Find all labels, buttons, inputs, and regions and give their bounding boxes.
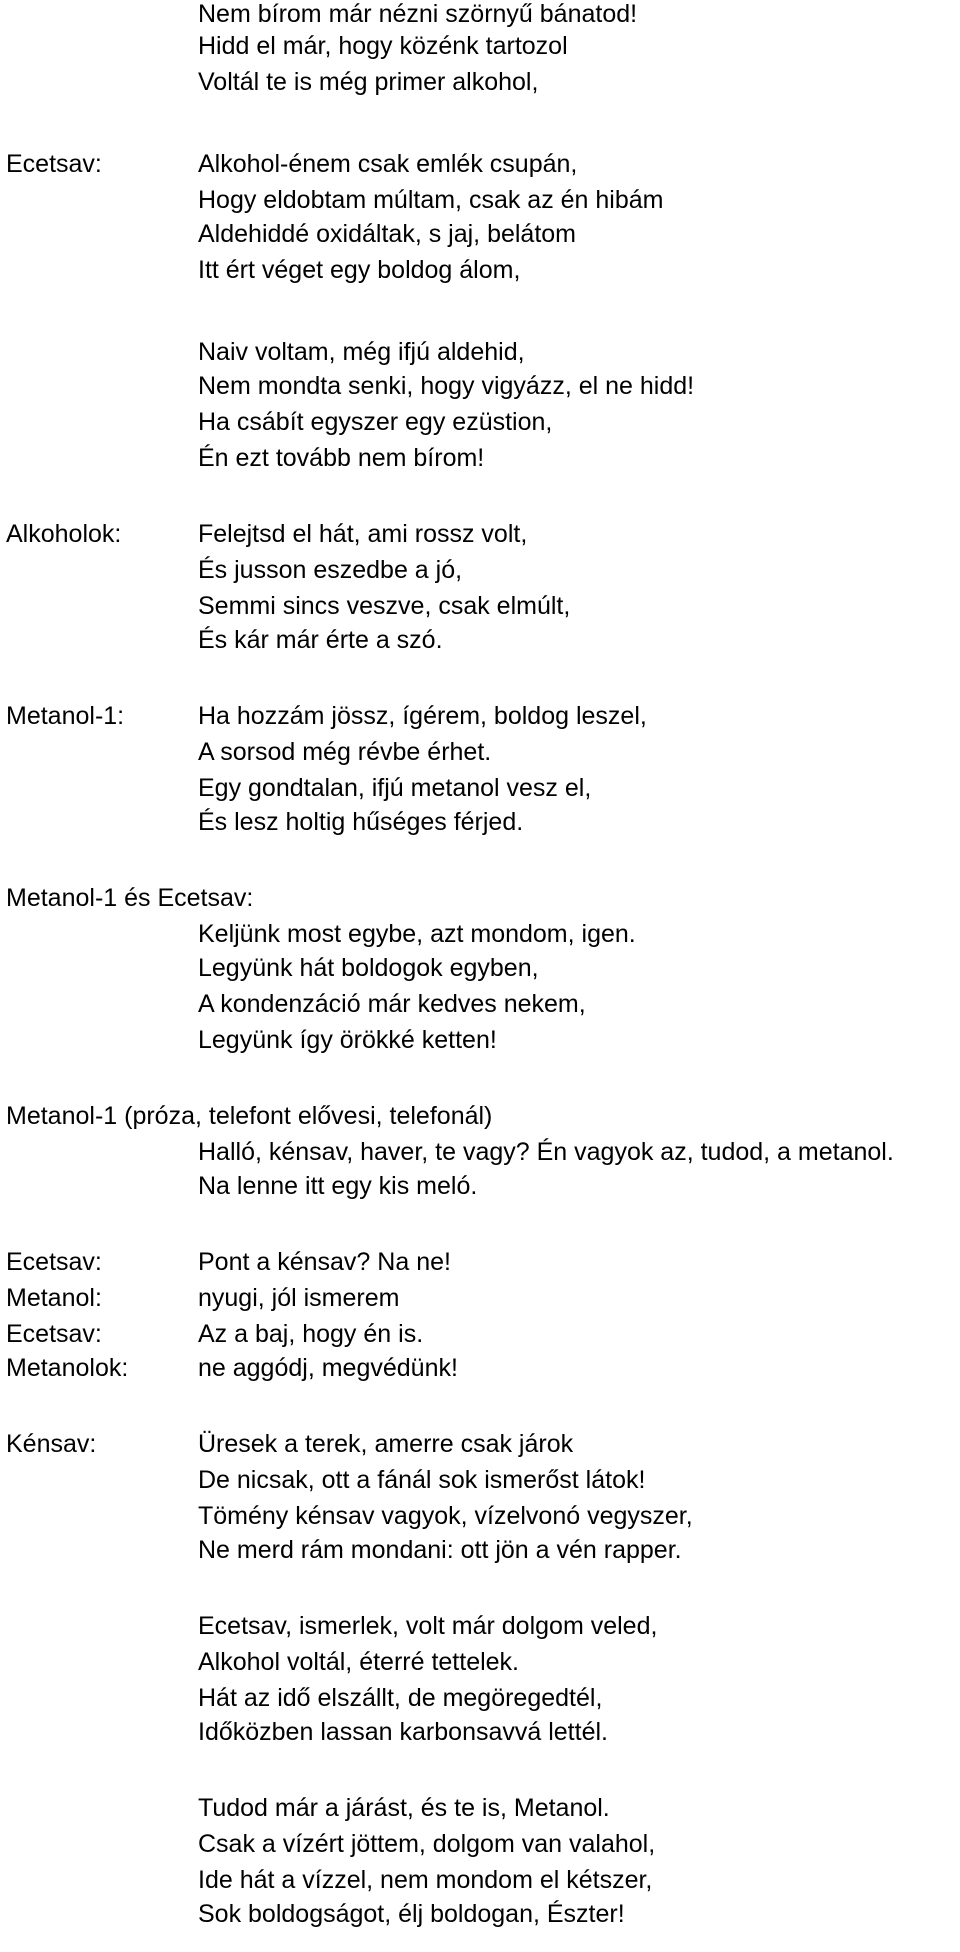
speaker-label: Metanolok: — [6, 1354, 129, 1382]
lyric-line: És jusson eszedbe a jó, — [198, 556, 463, 584]
lyric-line: Naiv voltam, még ifjú aldehid, — [198, 338, 525, 366]
lyric-line: Semmi sincs veszve, csak elmúlt, — [198, 592, 571, 620]
lyric-line: Én ezt tovább nem bírom! — [198, 444, 485, 472]
speaker-label: Metanol-1 és Ecetsav: — [6, 884, 254, 912]
lyric-line: Legyünk hát boldogok egyben, — [198, 954, 539, 982]
lyric-line: ne aggódj, megvédünk! — [198, 1354, 458, 1382]
lyric-line: Legyünk így örökké ketten! — [198, 1026, 497, 1054]
speaker-label: Metanol-1: — [6, 702, 125, 730]
lyric-line: Az a baj, hogy én is. — [198, 1320, 424, 1348]
lyric-line: Felejtsd el hát, ami rossz volt, — [198, 520, 528, 548]
lyric-line: Keljünk most egybe, azt mondom, igen. — [198, 920, 636, 948]
lyric-line: Ecetsav, ismerlek, volt már dolgom veled, — [198, 1612, 658, 1640]
lyric-line: Tudod már a járást, és te is, Metanol. — [198, 1794, 610, 1822]
speaker-label: Metanol: — [6, 1284, 102, 1312]
lyric-line: A kondenzáció már kedves nekem, — [198, 990, 586, 1018]
lyric-line: Hát az idő elszállt, de megöregedtél, — [198, 1684, 603, 1712]
lyric-line: nyugi, jól ismerem — [198, 1284, 400, 1312]
speaker-label: Ecetsav: — [6, 150, 102, 178]
lyric-line: Alkohol voltál, éterré tettelek. — [198, 1648, 519, 1676]
speaker-label: Kénsav: — [6, 1430, 97, 1458]
lyric-line: Üresek a terek, amerre csak járok — [198, 1430, 574, 1458]
lyric-line: Csak a vízért jöttem, dolgom van valahol, — [198, 1830, 656, 1858]
lyric-line: Aldehiddé oxidáltak, s jaj, belátom — [198, 220, 577, 248]
speaker-label: Ecetsav: — [6, 1320, 102, 1348]
lyric-line: De nicsak, ott a fánál sok ismerőst látok! — [198, 1466, 646, 1494]
lyric-line: Halló, kénsav, haver, te vagy? Én vagyok az, tudod, a metanol. — [198, 1138, 894, 1166]
lyric-line: Voltál te is még primer alkohol, — [198, 68, 539, 96]
lyric-line: És lesz holtig hűséges férjed. — [198, 808, 524, 836]
lyric-line: Ha hozzám jössz, ígérem, boldog leszel, — [198, 702, 647, 730]
lyric-line: Itt ért véget egy boldog álom, — [198, 256, 521, 284]
lyric-line: Nem bírom már nézni szörnyű bánatod! — [198, 0, 638, 28]
lyric-line: Ide hát a vízzel, nem mondom el kétszer, — [198, 1866, 653, 1894]
lyric-line: Hogy eldobtam múltam, csak az én hibám — [198, 186, 664, 214]
lyric-line: Nem mondta senki, hogy vigyázz, el ne hidd! — [198, 372, 695, 400]
lyric-line: Tömény kénsav vagyok, vízelvonó vegyszer, — [198, 1502, 693, 1530]
lyric-line: Alkohol-énem csak emlék csupán, — [198, 150, 578, 178]
lyric-line: Egy gondtalan, ifjú metanol vesz el, — [198, 774, 592, 802]
lyric-line: Időközben lassan karbonsavvá lettél. — [198, 1718, 608, 1746]
lyric-line: Sok boldogságot, élj boldogan, Észter! — [198, 1900, 625, 1928]
lyric-line: És kár már érte a szó. — [198, 626, 443, 654]
lyric-line: Na lenne itt egy kis meló. — [198, 1172, 478, 1200]
speaker-label: Alkoholok: — [6, 520, 122, 548]
lyric-line: Hidd el már, hogy közénk tartozol — [198, 32, 568, 60]
speaker-label: Metanol-1 (próza, telefont elővesi, telefonál) — [6, 1102, 493, 1130]
lyric-line: A sorsod még révbe érhet. — [198, 738, 492, 766]
speaker-label: Ecetsav: — [6, 1248, 102, 1276]
lyric-line: Ne merd rám mondani: ott jön a vén rapper. — [198, 1536, 682, 1564]
lyric-line: Ha csábít egyszer egy ezüstion, — [198, 408, 553, 436]
lyric-line: Pont a kénsav? Na ne! — [198, 1248, 451, 1276]
